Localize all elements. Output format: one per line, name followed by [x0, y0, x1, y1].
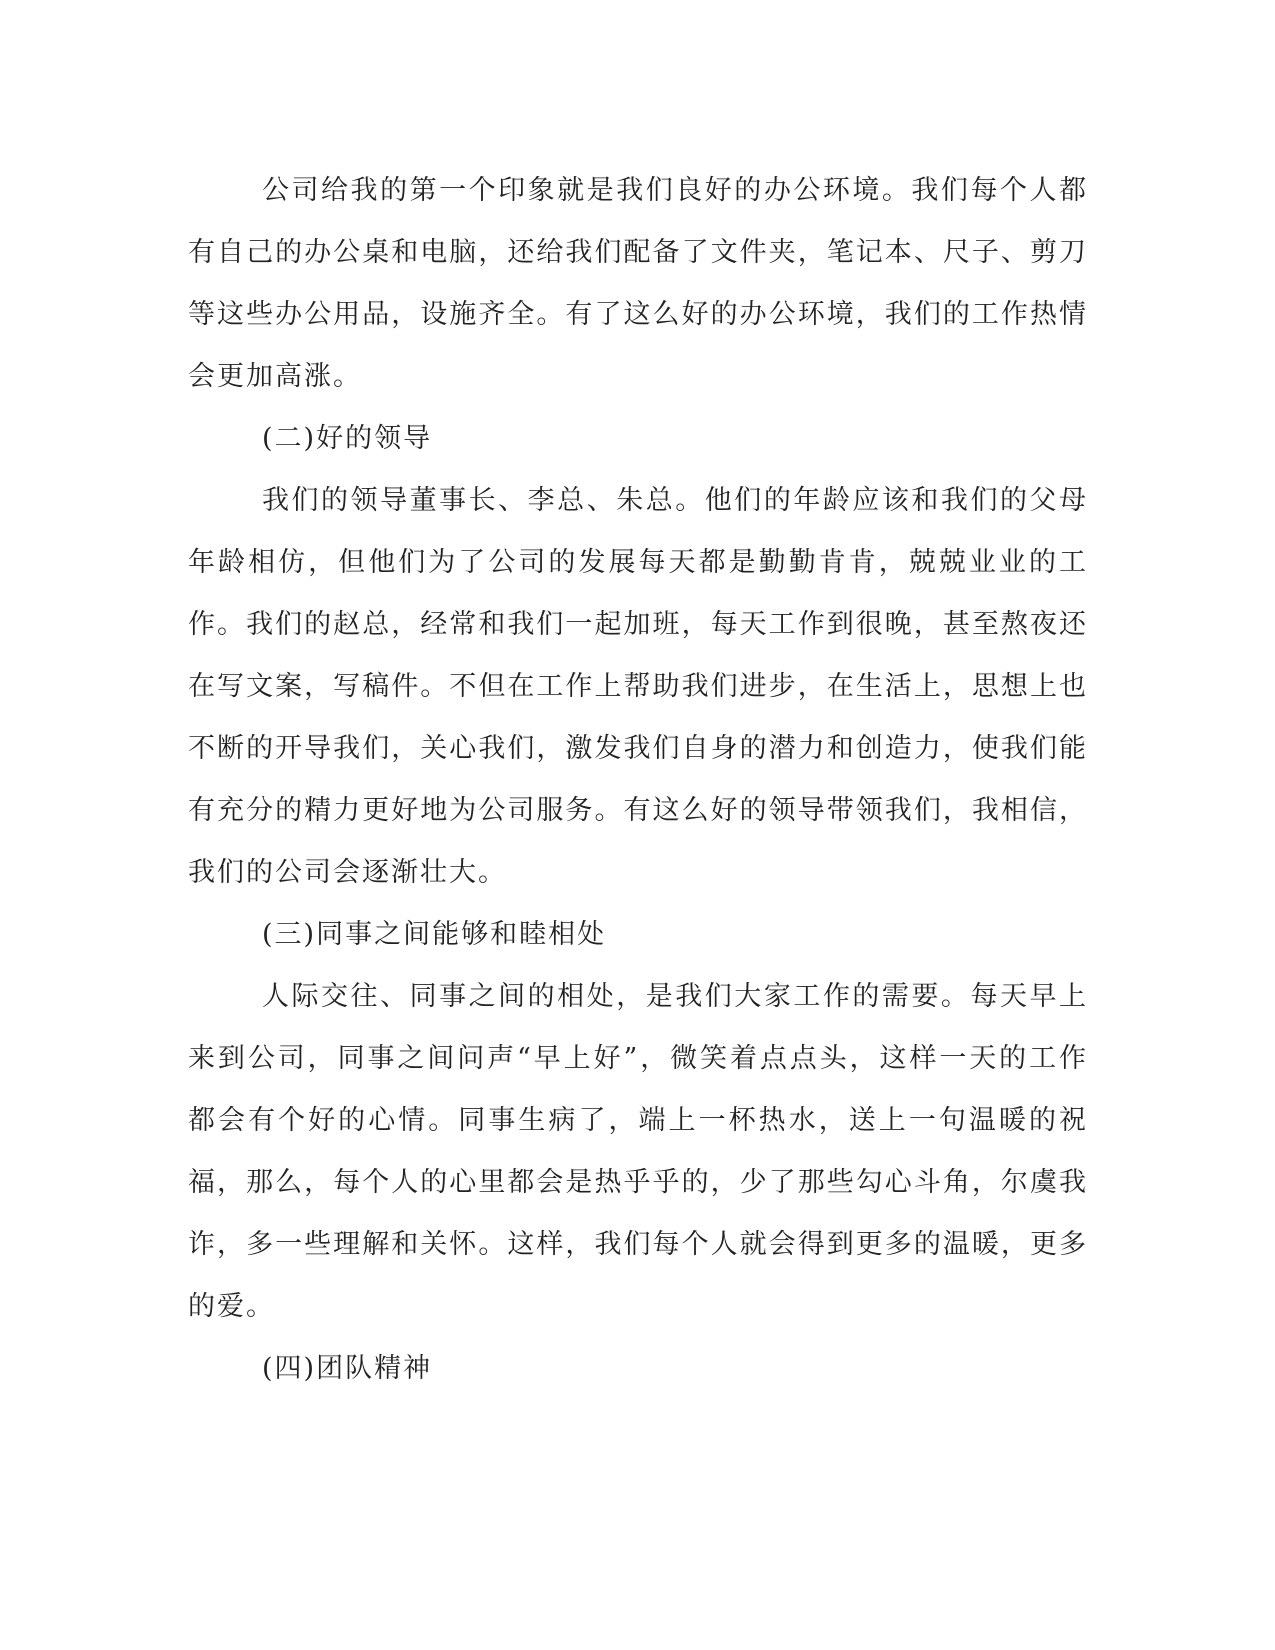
document-body	[188, 160, 1088, 1400]
section-heading-colleagues: (三)同事之间能够和睦相处	[262, 919, 607, 950]
section-heading-good-leaders: (二)好的领导	[262, 423, 433, 454]
section-heading-team-spirit: (四)团队精神	[262, 1353, 433, 1384]
paragraph-leaders: 我们的领导董事长、李总、朱总。他们的年龄应该和我们的父母年龄相仿，但他们为了公司的发展每天都是勤勤肯肯，兢兢业业的工作。我们的赵总，经常和我们一起加班，每天工作到很晚，甚至熬夜还在写文案，写稿件。不但在工作上帮助我们进步，在生活上，思想上也不断的开导我们，关心我们，激发我们自身的潜力和创造力，使我们能有充分的精力更好地为公司服务。有这么好的领导带领我们，我相信，我们的公司会逐渐壮大。	[188, 485, 1088, 888]
paragraph-colleagues: 人际交往、同事之间的相处，是我们大家工作的需要。每天早上来到公司，同事之间问声“早上好”，微笑着点点头，这样一天的工作都会有个好的心情。同事生病了，端上一杯热水，送上一句温暖的祝福，那么，每个人的心里都会是热乎乎的，少了那些勾心斗角，尔虞我诈，多一些理解和关怀。这样，我们每个人就会得到更多的温暖，更多的爱。	[188, 981, 1088, 1322]
paragraph-office-environment: 公司给我的第一个印象就是我们良好的办公环境。我们每个人都有自己的办公桌和电脑，还给我们配备了文件夹，笔记本、尺子、剪刀等这些办公用品，设施齐全。有了这么好的办公环境，我们的工作热情会更加高涨。	[188, 175, 1088, 392]
